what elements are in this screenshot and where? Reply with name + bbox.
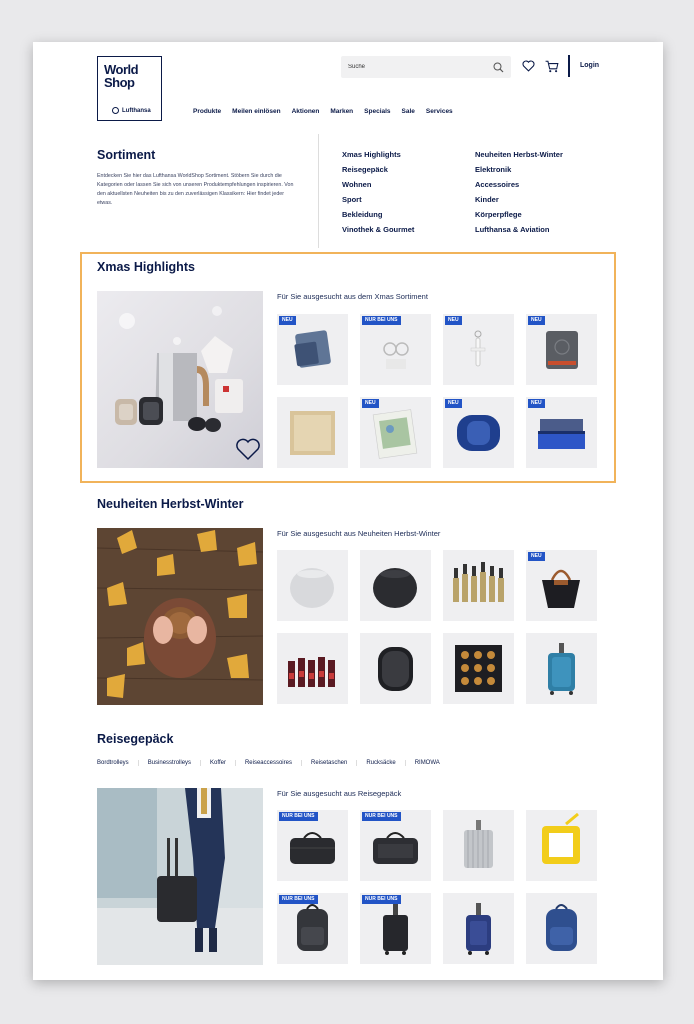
category-kinder[interactable]: Kinder xyxy=(475,195,499,204)
brand-label: Lufthansa xyxy=(122,107,151,114)
product-tile[interactable] xyxy=(526,397,597,468)
category-accessoires[interactable]: Accessoires xyxy=(475,180,520,189)
product-badge: NEU xyxy=(528,399,545,408)
category-list-left xyxy=(342,147,414,237)
product-tile[interactable] xyxy=(360,633,431,704)
nav-specials[interactable]: Specials xyxy=(364,108,391,115)
category-lufthansa-aviation[interactable]: Lufthansa & Aviation xyxy=(475,225,550,234)
logo-line1: World xyxy=(104,62,139,77)
search-input[interactable] xyxy=(348,64,478,70)
suitcase-icon xyxy=(526,633,597,704)
product-tile[interactable] xyxy=(277,893,348,964)
backpack-blue-icon xyxy=(526,893,597,964)
xmas-title: Xmas Highlights xyxy=(97,260,195,274)
search-icon[interactable] xyxy=(493,62,504,73)
product-badge: NUR BEI UNS xyxy=(362,895,401,904)
product-tile[interactable] xyxy=(277,550,348,621)
neuheiten-subtitle: Für Sie ausgesucht aus Neuheiten Herbst-Winter xyxy=(277,529,441,538)
puzzle-icon xyxy=(277,397,348,468)
product-tile[interactable] xyxy=(526,633,597,704)
nav-sale[interactable]: Sale xyxy=(401,108,415,115)
product-tile[interactable] xyxy=(443,397,514,468)
reisegepaeck-tabs xyxy=(97,760,449,766)
category-xmas-highlights[interactable]: Xmas Highlights xyxy=(342,150,401,159)
smart-speaker-white-icon xyxy=(277,550,348,621)
product-tile[interactable] xyxy=(443,314,514,385)
reisegepaeck-subtitle: Für Sie ausgesucht aus Reisegepäck xyxy=(277,789,402,798)
neuheiten-title: Neuheiten Herbst-Winter xyxy=(97,497,244,511)
header-divider xyxy=(568,55,570,77)
category-vinothek-gourmet[interactable]: Vinothek & Gourmet xyxy=(342,225,415,234)
product-tile[interactable] xyxy=(526,314,597,385)
logo-line2: Shop xyxy=(104,75,135,90)
reisegepaeck-hero-image[interactable] xyxy=(97,788,263,965)
tab-reisetaschen[interactable]: Reisetaschen xyxy=(302,760,357,766)
product-badge: NEU xyxy=(528,316,545,325)
product-tile[interactable] xyxy=(443,550,514,621)
xmas-subtitle: Für Sie ausgesucht aus dem Xmas Sortiment xyxy=(277,292,428,301)
product-badge: NUR BEI UNS xyxy=(362,812,401,821)
product-badge: NEU xyxy=(279,316,296,325)
product-tile[interactable] xyxy=(526,893,597,964)
category-reisegepaeck[interactable]: Reisegepäck xyxy=(342,165,388,174)
product-badge: NEU xyxy=(362,399,379,408)
product-tile[interactable] xyxy=(443,633,514,704)
luggage-tag-icon xyxy=(526,810,597,881)
nav-services[interactable]: Services xyxy=(425,108,453,115)
tab-rimowa[interactable]: RIMOWA xyxy=(414,760,440,766)
tab-koffer[interactable]: Koffer xyxy=(201,760,236,766)
product-tile[interactable] xyxy=(360,893,431,964)
sortiment-intro: Entdecken Sie hier das Lufthansa WorldShop Sortiment. Stöbern Sie durch die Kategorien oder lassen Sie sich von unseren Produktempfehlungen inspirieren. Von den aktuellsten Neuheiten bis zu den zuverlässigen Klassikern: Hier findet jeder etwas. xyxy=(97,173,294,206)
tab-bordtrolleys[interactable]: Bordtrolleys xyxy=(97,760,139,766)
product-tile[interactable] xyxy=(360,314,431,385)
product-tile[interactable] xyxy=(360,810,431,881)
product-tile[interactable] xyxy=(277,810,348,881)
chocolate-box-icon xyxy=(443,633,514,704)
tab-businesstrolleys[interactable]: Businesstrolleys xyxy=(139,760,201,766)
product-tile[interactable] xyxy=(526,550,597,621)
category-wohnen[interactable]: Wohnen xyxy=(342,180,372,189)
reisegepaeck-title: Reisegepäck xyxy=(97,732,174,746)
nav-meilen-einloesen[interactable]: Meilen einlösen xyxy=(232,108,281,115)
red-wine-set-icon xyxy=(277,633,348,704)
worldshop-logo[interactable] xyxy=(97,56,162,121)
xmas-hero-image[interactable] xyxy=(97,291,263,468)
product-tile[interactable] xyxy=(277,633,348,704)
product-tile[interactable] xyxy=(443,810,514,881)
product-tile[interactable] xyxy=(360,550,431,621)
nav-marken[interactable]: Marken xyxy=(330,108,354,115)
product-badge: NUR BEI UNS xyxy=(279,812,318,821)
product-tile[interactable] xyxy=(360,397,431,468)
login-link[interactable]: Login xyxy=(580,62,600,69)
category-sport[interactable]: Sport xyxy=(342,195,362,204)
nav-produkte[interactable]: Produkte xyxy=(193,108,222,115)
sortiment-divider xyxy=(318,134,319,248)
tab-reiseaccessoires[interactable]: Reiseaccessoires xyxy=(236,760,302,766)
category-elektronik[interactable]: Elektronik xyxy=(475,165,512,174)
lufthansa-brand xyxy=(112,107,151,114)
tab-rucksaecke[interactable]: Rucksäcke xyxy=(357,760,405,766)
wine-set-icon xyxy=(443,550,514,621)
mouse-icon xyxy=(360,633,431,704)
cart-icon[interactable] xyxy=(545,60,559,73)
category-bekleidung[interactable]: Bekleidung xyxy=(342,210,383,219)
crane-icon xyxy=(112,107,119,114)
trolley-blue-icon xyxy=(443,893,514,964)
sortiment-title: Sortiment xyxy=(97,148,156,162)
product-tile[interactable] xyxy=(443,893,514,964)
category-koerperpflege[interactable]: Körperpflege xyxy=(475,210,522,219)
category-list-right xyxy=(475,147,563,237)
heart-icon[interactable] xyxy=(522,60,535,72)
category-neuheiten[interactable]: Neuheiten Herbst-Winter xyxy=(475,150,563,159)
product-badge: NUR BEI UNS xyxy=(279,895,318,904)
product-badge: NEU xyxy=(445,399,462,408)
product-badge: NEU xyxy=(445,316,462,325)
search-bar[interactable] xyxy=(341,56,511,78)
nav-aktionen[interactable]: Aktionen xyxy=(291,108,320,115)
product-tile[interactable] xyxy=(277,397,348,468)
page xyxy=(33,42,663,980)
product-tile[interactable] xyxy=(526,810,597,881)
aluminium-suitcase-icon xyxy=(443,810,514,881)
smart-speaker-black-icon xyxy=(360,550,431,621)
neuheiten-hero-image[interactable] xyxy=(97,528,263,705)
product-badge: NUR BEI UNS xyxy=(362,316,401,325)
product-tile[interactable] xyxy=(277,314,348,385)
product-badge: NEU xyxy=(528,552,545,561)
main-nav xyxy=(193,108,464,115)
